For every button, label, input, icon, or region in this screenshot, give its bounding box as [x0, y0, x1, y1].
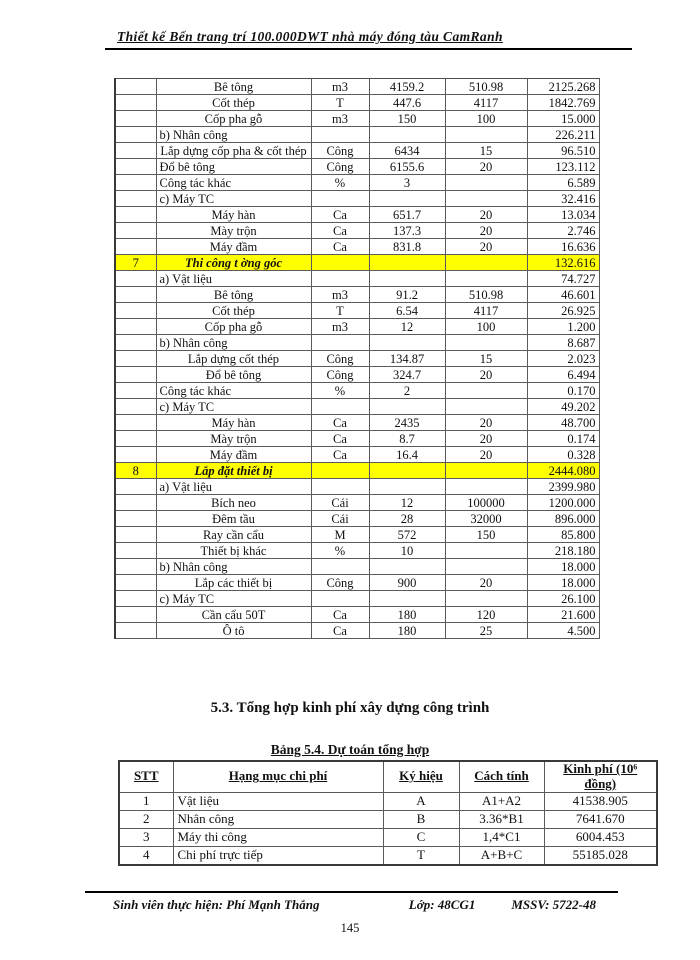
cell-qty: [369, 335, 445, 351]
cell-qty: 2: [369, 383, 445, 399]
cell-qty: [369, 271, 445, 287]
cost-table-row: [115, 591, 599, 607]
cost-table-row: [115, 607, 599, 623]
cell-cost: 6004.453: [544, 828, 657, 846]
cell-stt: [115, 191, 156, 207]
cost-table-row: [115, 351, 599, 367]
cell-stt: 2: [119, 810, 173, 828]
cell-symbol: C: [383, 828, 459, 846]
cost-table-row: [115, 127, 599, 143]
cell-amount: 1842.769: [527, 95, 599, 111]
cell-amount: 26.925: [527, 303, 599, 319]
cell-unit-price: 510.98: [445, 287, 527, 303]
cell-item: Công tác khác: [156, 175, 311, 191]
cost-table-row: [115, 143, 599, 159]
cell-unit-price: [445, 559, 527, 575]
cell-unit: m3: [311, 319, 369, 335]
cost-table-row: [115, 559, 599, 575]
cell-amount: 85.800: [527, 527, 599, 543]
header-item: Hạng mục chi phí: [173, 761, 383, 792]
cell-item: Công tác khác: [156, 383, 311, 399]
cell-qty: 180: [369, 607, 445, 623]
cell-cost: 7641.670: [544, 810, 657, 828]
cell-item: Chi phí trực tiếp: [173, 846, 383, 865]
cell-amount: 226.211: [527, 127, 599, 143]
cost-table-row: [115, 287, 599, 303]
cell-unit: Ca: [311, 415, 369, 431]
cell-stt: [115, 591, 156, 607]
cell-amount: 2399.980: [527, 479, 599, 495]
cell-item: Ô tô: [156, 623, 311, 639]
cell-unit: %: [311, 383, 369, 399]
cost-table-row: [115, 191, 599, 207]
cell-item: Lắp dựng cốt thép: [156, 351, 311, 367]
cell-unit: Ca: [311, 207, 369, 223]
cell-unit-price: [445, 479, 527, 495]
summary-table-row: [119, 846, 657, 865]
cell-stt: [115, 351, 156, 367]
cell-unit: [311, 399, 369, 415]
document-header: [105, 29, 632, 50]
cell-unit-price: 20: [445, 447, 527, 463]
document-footer: [85, 891, 618, 913]
cost-table-row: [115, 335, 599, 351]
summary-table-body: [119, 792, 657, 865]
cell-amount: 2125.268: [527, 79, 599, 95]
cell-qty: [369, 591, 445, 607]
cell-unit: m3: [311, 287, 369, 303]
cell-unit: Ca: [311, 623, 369, 639]
document-header-title: Thiết kế Bến trang trí 100.000DWT nhà máy đóng tàu CamRanh: [117, 29, 503, 44]
cell-amount: 218.180: [527, 543, 599, 559]
cell-qty: 324.7: [369, 367, 445, 383]
cell-item: Cốp pha gỗ: [156, 319, 311, 335]
cell-unit-price: 20: [445, 367, 527, 383]
cell-stt: [115, 111, 156, 127]
cell-unit-price: [445, 271, 527, 287]
cell-qty: [369, 127, 445, 143]
cell-qty: [369, 559, 445, 575]
cell-item: Đổ bê tông: [156, 367, 311, 383]
cell-qty: 16.4: [369, 447, 445, 463]
cell-unit: Ca: [311, 431, 369, 447]
cell-stt: [115, 271, 156, 287]
cell-qty: 8.7: [369, 431, 445, 447]
cell-item: b) Nhân công: [156, 559, 311, 575]
cell-qty: 651.7: [369, 207, 445, 223]
cell-unit-price: 20: [445, 223, 527, 239]
cell-amount: 48.700: [527, 415, 599, 431]
cell-amount: 0.174: [527, 431, 599, 447]
cell-unit: M: [311, 527, 369, 543]
cell-item: Bê tông: [156, 79, 311, 95]
cell-unit-price: [445, 399, 527, 415]
cell-item: c) Máy TC: [156, 399, 311, 415]
cell-unit: [311, 335, 369, 351]
cell-unit-price: 120: [445, 607, 527, 623]
cell-stt: [115, 415, 156, 431]
cell-item: Lắp các thiết bị: [156, 575, 311, 591]
cell-qty: 91.2: [369, 287, 445, 303]
cell-unit-price: [445, 127, 527, 143]
cell-unit: [311, 255, 369, 271]
cell-item: b) Nhân công: [156, 335, 311, 351]
cell-unit: %: [311, 175, 369, 191]
cell-qty: 6434: [369, 143, 445, 159]
cell-amount: 6.494: [527, 367, 599, 383]
document-footer-row: [85, 893, 618, 913]
cell-stt: 1: [119, 792, 173, 810]
cell-stt: [115, 399, 156, 415]
cell-stt: [115, 607, 156, 623]
cost-table-row: [115, 463, 599, 479]
cell-item: Đêm tầu: [156, 511, 311, 527]
cost-table-row: [115, 383, 599, 399]
cell-stt: [115, 559, 156, 575]
cell-item: Máy thi công: [173, 828, 383, 846]
summary-table-header-row: [119, 761, 657, 792]
cell-item: a) Vật liệu: [156, 479, 311, 495]
cost-table-row: [115, 111, 599, 127]
cell-item: Lắp đặt thiết bị: [156, 463, 311, 479]
cell-unit: m3: [311, 111, 369, 127]
cell-qty: [369, 191, 445, 207]
cost-table-row: [115, 303, 599, 319]
cell-unit: Cái: [311, 511, 369, 527]
cell-unit-price: 20: [445, 239, 527, 255]
cell-qty: 28: [369, 511, 445, 527]
cell-unit-price: [445, 191, 527, 207]
cell-stt: [115, 319, 156, 335]
cost-table-row: [115, 575, 599, 591]
cell-unit-price: 25: [445, 623, 527, 639]
cell-qty: [369, 399, 445, 415]
cell-item: Cốp pha gỗ: [156, 111, 311, 127]
cell-item: Bích neo: [156, 495, 311, 511]
cell-cost: 55185.028: [544, 846, 657, 865]
cell-amount: 32.416: [527, 191, 599, 207]
cell-unit: Ca: [311, 239, 369, 255]
cell-item: Cần cẩu 50T: [156, 607, 311, 623]
cell-amount: 6.589: [527, 175, 599, 191]
cell-formula: 1,4*C1: [459, 828, 544, 846]
cell-qty: 12: [369, 319, 445, 335]
cell-qty: 447.6: [369, 95, 445, 111]
section-title: 5.3. Tổng hợp kinh phí xây dựng công trình: [210, 700, 490, 716]
cell-qty: [369, 255, 445, 271]
cell-formula: A+B+C: [459, 846, 544, 865]
header-symbol: Ký hiệu: [383, 761, 459, 792]
header-cost: Kinh phí (10⁶ đồng): [544, 761, 657, 792]
cell-amount: 132.616: [527, 255, 599, 271]
cell-amount: 18.000: [527, 559, 599, 575]
cell-stt: [115, 543, 156, 559]
cell-stt: [115, 367, 156, 383]
cell-unit-price: 100000: [445, 495, 527, 511]
cell-unit: [311, 479, 369, 495]
cell-stt: [115, 239, 156, 255]
cell-item: Máy hàn: [156, 207, 311, 223]
cell-unit: Công: [311, 143, 369, 159]
cell-amount: 4.500: [527, 623, 599, 639]
cost-table-row: [115, 255, 599, 271]
cell-symbol: T: [383, 846, 459, 865]
cell-unit: T: [311, 303, 369, 319]
cell-stt: [115, 527, 156, 543]
cell-unit-price: 20: [445, 575, 527, 591]
cell-unit-price: 20: [445, 415, 527, 431]
cost-table-row: [115, 511, 599, 527]
cost-detail-table: [114, 78, 600, 639]
cell-stt: [115, 383, 156, 399]
cost-table-row: [115, 447, 599, 463]
cost-table-row: [115, 159, 599, 175]
cell-stt: [115, 223, 156, 239]
cell-item: Ray cần cẩu: [156, 527, 311, 543]
cell-item: b) Nhân công: [156, 127, 311, 143]
cost-table-row: [115, 95, 599, 111]
cell-stt: [115, 303, 156, 319]
cell-unit-price: 20: [445, 431, 527, 447]
cell-qty: 134.87: [369, 351, 445, 367]
summary-table-caption: Bảng 5.4. Dự toán tổng hợp: [270, 742, 430, 757]
cell-qty: 12: [369, 495, 445, 511]
cell-stt: [115, 143, 156, 159]
cell-amount: 1200.000: [527, 495, 599, 511]
cell-amount: 21.600: [527, 607, 599, 623]
cell-item: Cốt thép: [156, 303, 311, 319]
cell-unit: Ca: [311, 223, 369, 239]
cell-amount: 15.000: [527, 111, 599, 127]
cost-table-row: [115, 175, 599, 191]
cell-formula: 3.36*B1: [459, 810, 544, 828]
cell-unit-price: 100: [445, 319, 527, 335]
cell-qty: 572: [369, 527, 445, 543]
cell-amount: 2.023: [527, 351, 599, 367]
cost-table-row: [115, 623, 599, 639]
cell-symbol: A: [383, 792, 459, 810]
cell-amount: 46.601: [527, 287, 599, 303]
cell-qty: 6.54: [369, 303, 445, 319]
cell-stt: [115, 79, 156, 95]
cell-amount: 26.100: [527, 591, 599, 607]
cell-stt: [115, 207, 156, 223]
cell-amount: 2444.080: [527, 463, 599, 479]
cell-unit-price: [445, 383, 527, 399]
cost-table-row: [115, 319, 599, 335]
cell-symbol: B: [383, 810, 459, 828]
cell-unit-price: [445, 463, 527, 479]
cell-amount: 0.170: [527, 383, 599, 399]
cell-unit-price: [445, 335, 527, 351]
cell-unit-price: 150: [445, 527, 527, 543]
cost-table-row: [115, 543, 599, 559]
cell-formula: A1+A2: [459, 792, 544, 810]
cell-stt: [115, 159, 156, 175]
cell-unit: T: [311, 95, 369, 111]
cost-table-row: [115, 239, 599, 255]
cell-stt: [115, 95, 156, 111]
cell-qty: 831.8: [369, 239, 445, 255]
cell-amount: 74.727: [527, 271, 599, 287]
page-number: 145: [340, 921, 360, 935]
footer-class: Lớp: 48CG1: [408, 897, 476, 912]
summary-table-head: [119, 761, 657, 792]
cost-table-row: [115, 399, 599, 415]
summary-table-row: [119, 828, 657, 846]
cell-amount: 16.636: [527, 239, 599, 255]
cost-table-row: [115, 271, 599, 287]
cell-amount: 123.112: [527, 159, 599, 175]
cell-unit-price: 100: [445, 111, 527, 127]
cell-qty: 3: [369, 175, 445, 191]
cell-stt: 3: [119, 828, 173, 846]
cost-table-row: [115, 79, 599, 95]
cell-qty: 2435: [369, 415, 445, 431]
cell-stt: [115, 575, 156, 591]
cell-unit: m3: [311, 79, 369, 95]
summary-table: [118, 760, 658, 866]
footer-mssv: MSSV: 5722-48: [511, 897, 596, 912]
cell-unit-price: 15: [445, 351, 527, 367]
cell-item: Bê tông: [156, 287, 311, 303]
cell-item: Thiết bị khác: [156, 543, 311, 559]
cost-table-row: [115, 367, 599, 383]
cost-table-row: [115, 415, 599, 431]
cell-qty: [369, 479, 445, 495]
cost-detail-table-body: [115, 79, 599, 639]
cell-stt: 4: [119, 846, 173, 865]
cell-unit: Công: [311, 575, 369, 591]
cell-qty: 10: [369, 543, 445, 559]
cell-amount: 0.328: [527, 447, 599, 463]
cost-table-row: [115, 527, 599, 543]
cell-item: Mày trộn: [156, 431, 311, 447]
cell-stt: [115, 495, 156, 511]
cell-stt: [115, 511, 156, 527]
cell-amount: 13.034: [527, 207, 599, 223]
cell-unit: Công: [311, 351, 369, 367]
cell-stt: [115, 479, 156, 495]
cell-amount: 96.510: [527, 143, 599, 159]
cell-qty: 4159.2: [369, 79, 445, 95]
cell-qty: [369, 463, 445, 479]
cell-stt: [115, 175, 156, 191]
cell-amount: 49.202: [527, 399, 599, 415]
cell-stt: [115, 623, 156, 639]
cost-table-row: [115, 479, 599, 495]
cell-stt: [115, 335, 156, 351]
cell-item: a) Vật liệu: [156, 271, 311, 287]
header-stt: STT: [119, 761, 173, 792]
cell-item: Máy hàn: [156, 415, 311, 431]
cell-unit-price: [445, 591, 527, 607]
cell-unit-price: 20: [445, 159, 527, 175]
footer-student: Sinh viên thực hiện: Phí Mạnh Thắng: [113, 897, 320, 912]
cost-table-row: [115, 495, 599, 511]
cell-unit: [311, 271, 369, 287]
summary-table-row: [119, 792, 657, 810]
cell-qty: 180: [369, 623, 445, 639]
cell-stt: [115, 447, 156, 463]
cell-amount: 2.746: [527, 223, 599, 239]
cell-item: c) Máy TC: [156, 191, 311, 207]
cell-unit-price: [445, 543, 527, 559]
cell-item: Lắp dựng cốp pha & cốt thép: [156, 143, 311, 159]
cell-unit: [311, 559, 369, 575]
header-formula: Cách tính: [459, 761, 544, 792]
cell-unit: [311, 127, 369, 143]
cell-unit-price: 4117: [445, 95, 527, 111]
cell-unit-price: 20: [445, 207, 527, 223]
cell-stt: 7: [115, 255, 156, 271]
cell-unit: Ca: [311, 447, 369, 463]
cell-item: Thi công t ờng góc: [156, 255, 311, 271]
cell-unit-price: 4117: [445, 303, 527, 319]
cell-qty: 900: [369, 575, 445, 591]
cell-stt: [115, 127, 156, 143]
cell-item: Đổ bê tông: [156, 159, 311, 175]
cost-table-row: [115, 223, 599, 239]
cell-item: Cốt thép: [156, 95, 311, 111]
cell-item: c) Máy TC: [156, 591, 311, 607]
cell-amount: 896.000: [527, 511, 599, 527]
cell-unit-price: 32000: [445, 511, 527, 527]
cell-item: Máy đầm: [156, 239, 311, 255]
cell-item: Vật liệu: [173, 792, 383, 810]
cell-stt: [115, 431, 156, 447]
cell-qty: 6155.6: [369, 159, 445, 175]
cell-qty: 137.3: [369, 223, 445, 239]
cell-item: Mày trộn: [156, 223, 311, 239]
cell-unit: Công: [311, 159, 369, 175]
cell-unit: %: [311, 543, 369, 559]
cell-amount: 8.687: [527, 335, 599, 351]
cell-item: Nhân công: [173, 810, 383, 828]
cell-unit: Công: [311, 367, 369, 383]
cell-unit: [311, 463, 369, 479]
cell-unit-price: 15: [445, 143, 527, 159]
cell-cost: 41538.905: [544, 792, 657, 810]
cost-table-row: [115, 207, 599, 223]
cell-unit: [311, 591, 369, 607]
cell-unit: [311, 191, 369, 207]
cell-item: Máy đầm: [156, 447, 311, 463]
cell-amount: 18.000: [527, 575, 599, 591]
cell-unit-price: [445, 175, 527, 191]
cell-stt: 8: [115, 463, 156, 479]
cost-table-row: [115, 431, 599, 447]
cell-unit-price: 510.98: [445, 79, 527, 95]
cell-stt: [115, 287, 156, 303]
cell-unit: Ca: [311, 607, 369, 623]
cell-unit-price: [445, 255, 527, 271]
cell-qty: 150: [369, 111, 445, 127]
cell-amount: 1.200: [527, 319, 599, 335]
cell-unit: Cái: [311, 495, 369, 511]
summary-table-row: [119, 810, 657, 828]
